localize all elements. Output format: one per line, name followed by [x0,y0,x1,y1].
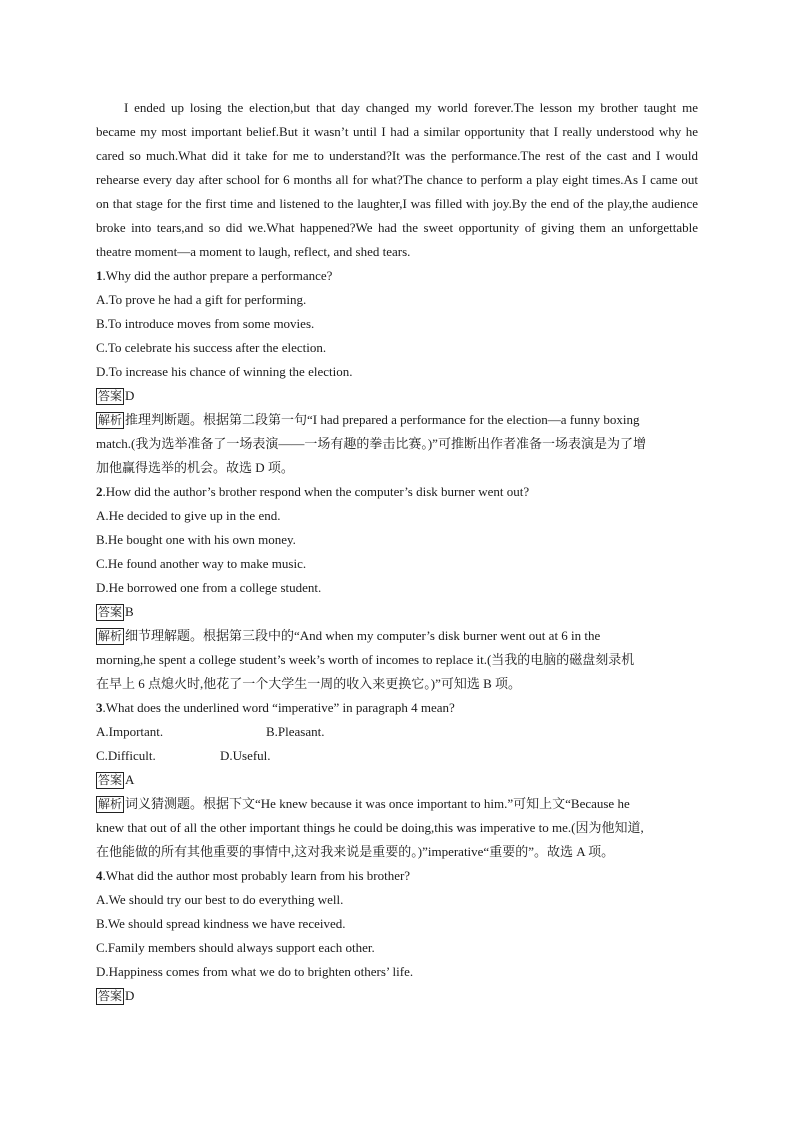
option-c: C.To celebrate his success after the election. [96,340,327,355]
analysis-label: 解析 [98,629,123,643]
option-row [96,744,698,768]
option-row [96,720,698,744]
analysis-text: 加他赢得选举的机会。故选 D 项。 [96,460,294,475]
analysis-text: morning,he spent a college student’s week’s worth of incomes to replace it.(当我的电脑的磁盘刻录机 [96,652,635,667]
question-text: .How did the author’s brother respond when the computer’s disk burner went out? [102,484,530,499]
analysis-text: knew that out of all the other important things he could be doing,this was imperative to me.(因为他知道, [96,820,644,835]
question-number: 3 [96,700,103,715]
option-a: A.He decided to give up in the end. [96,508,281,523]
answer-row [96,984,698,1008]
answer-value: D [125,388,135,403]
answer-row [96,384,698,408]
analysis-label: 解析 [98,413,123,427]
option-b: B.Pleasant. [266,724,325,739]
analysis-text: 词义猜测题。根据下文“He knew because it was once important to him.”可知上文“Because he [125,796,630,811]
answer-value: D [125,988,135,1003]
question-text: .Why did the author prepare a performance? [102,268,333,283]
analysis-row [96,792,698,816]
option-a: A.Important. [96,724,164,739]
answer-label: 答案 [98,389,123,403]
answer-label: 答案 [98,773,123,787]
analysis-text: 推理判断题。根据第二段第一句“I had prepared a performance for the election—a funny boxing [125,412,640,427]
reading-passage: I ended up losing the election,but that day changed my world forever.The lesson my brother taught me became my most important belief.But it wasn’t until I had a similar opportunity that I really understood why he cared so much.What did it take for me to understand?It was the performance.The rest of the cast and I would rehearse every day after school for 6 months all for what?The chance to perform a play eight times.As I came out on that stage for the first time and listened to the laughter,I was filled with joy.By the end of the play,the audience broke into tears,and so did we.What happened?We had the sweet opportunity of giving them an unforgettable theatre moment—a moment to laugh, reflect, and shed tears. [96,100,698,259]
answer-label: 答案 [98,605,123,619]
question-number: 1 [96,268,103,283]
analysis-row [96,624,698,648]
option-d: D.Useful. [220,748,271,763]
option-d: D.He borrowed one from a college student. [96,580,322,595]
answer-value: B [125,604,134,619]
question-2 [96,480,698,504]
analysis-row [96,408,698,432]
question-4 [96,864,698,888]
option-d: D.Happiness comes from what we do to brighten others’ life. [96,964,414,979]
question-text: .What did the author most probably learn from his brother? [102,868,411,883]
option-c: C.Difficult. [96,748,156,763]
question-number: 4 [96,868,103,883]
analysis-label: 解析 [98,797,123,811]
question-text: .What does the underlined word “imperative” in paragraph 4 mean? [102,700,455,715]
option-a: A.To prove he had a gift for performing. [96,292,307,307]
analysis-text: 细节理解题。根据第三段中的“And when my computer’s disk burner went out at 6 in the [125,628,601,643]
answer-label: 答案 [98,989,123,1003]
analysis-text: 在他能做的所有其他重要的事情中,这对我来说是重要的。)”imperative“重要的”。故选 A 项。 [96,844,615,859]
answer-value: A [125,772,135,787]
option-b: B.He bought one with his own money. [96,532,296,547]
question-3 [96,696,698,720]
option-c: C.He found another way to make music. [96,556,307,571]
answer-row [96,768,698,792]
analysis-text: match.(我为选举准备了一场表演——一场有趣的拳击比赛。)”可推断出作者准备一场表演是为了增 [96,436,646,451]
option-a: A.We should try our best to do everything well. [96,892,344,907]
option-b: B.To introduce moves from some movies. [96,316,315,331]
answer-row [96,600,698,624]
question-number: 2 [96,484,103,499]
option-d: D.To increase his chance of winning the election. [96,364,353,379]
option-c: C.Family members should always support each other. [96,940,375,955]
question-1 [96,264,698,288]
option-b: B.We should spread kindness we have received. [96,916,346,931]
analysis-text: 在早上 6 点熄火时,他花了一个大学生一周的收入来更换它。)”可知选 B 项。 [96,676,522,691]
